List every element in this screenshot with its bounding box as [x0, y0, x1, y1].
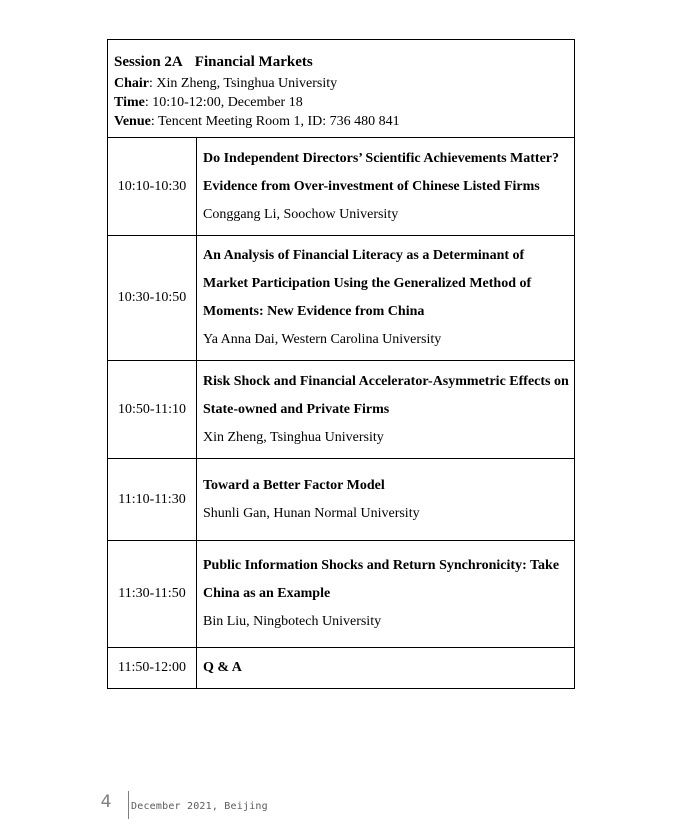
- session-header-row: [108, 40, 575, 138]
- qa-label: Q & A: [203, 660, 242, 675]
- talk-title-line: Moments: New Evidence from China: [203, 304, 425, 319]
- talk-title-line: Risk Shock and Financial Accelerator-Asymmetric Effects on: [203, 373, 569, 389]
- talk-time: 10:30-10:50: [108, 236, 197, 361]
- talk-author: Shunli Gan, Hunan Normal University: [203, 505, 420, 521]
- talk-row: [108, 459, 575, 541]
- talk-time: 11:30-11:50: [108, 541, 197, 648]
- qa-content: [197, 648, 575, 689]
- talk-title-line: Evidence from Over-investment of Chinese Listed Firms: [203, 178, 540, 194]
- talk-author: Ya Anna Dai, Western Carolina University: [203, 332, 442, 347]
- talk-title-line: State-owned and Private Firms: [203, 401, 390, 417]
- talk-title-line: An Analysis of Financial Literacy as a Determinant of: [203, 248, 525, 263]
- talk-row: [108, 361, 575, 459]
- session-header: [108, 40, 575, 138]
- session-time: [114, 93, 574, 112]
- venue-value: : Tencent Meeting Room 1, ID: 736 480 841: [150, 114, 400, 129]
- page-footer: [96, 790, 268, 820]
- session-name: Financial Markets: [194, 54, 313, 70]
- session-title: [114, 53, 574, 72]
- session-venue: [114, 112, 574, 131]
- talk-author: Conggang Li, Soochow University: [203, 206, 399, 222]
- talk-time: 10:10-10:30: [108, 138, 197, 236]
- talk-content: [197, 459, 575, 541]
- talk-content: [197, 138, 575, 236]
- qa-time: 11:50-12:00: [108, 648, 197, 689]
- talk-row: [108, 541, 575, 648]
- talk-content: [197, 361, 575, 459]
- talk-title-line: Toward a Better Factor Model: [203, 477, 385, 493]
- talk-title-line: Do Independent Directors’ Scientific Achievements Matter?: [203, 150, 560, 166]
- time-label: Time: [114, 95, 145, 110]
- session-schedule-table: [107, 39, 575, 689]
- page-number: 4: [100, 792, 112, 812]
- talk-time: 10:50-11:10: [108, 361, 197, 459]
- qa-row: [108, 648, 575, 689]
- chair-value: : Xin Zheng, Tsinghua University: [149, 76, 338, 91]
- talk-author: Bin Liu, Ningbotech University: [203, 614, 382, 629]
- chair-label: Chair: [114, 76, 149, 91]
- talk-title-line: Public Information Shocks and Return Synchronicity: Take: [203, 558, 560, 573]
- session-chair: [114, 74, 574, 93]
- footer-text: December 2021, Beijing: [131, 800, 268, 812]
- time-value: : 10:10-12:00, December 18: [144, 95, 303, 110]
- session-code: Session 2A: [114, 54, 183, 70]
- talk-author: Xin Zheng, Tsinghua University: [203, 429, 384, 445]
- talk-time: 11:10-11:30: [108, 459, 197, 541]
- talk-title-line: Market Participation Using the Generalized Method of: [203, 276, 532, 291]
- talk-row: [108, 138, 575, 236]
- footer-divider: [128, 791, 129, 819]
- venue-label: Venue: [114, 114, 151, 129]
- talk-title-line: China as an Example: [203, 586, 331, 601]
- talk-content: [197, 541, 575, 648]
- talk-row: [108, 236, 575, 361]
- talk-content: [197, 236, 575, 361]
